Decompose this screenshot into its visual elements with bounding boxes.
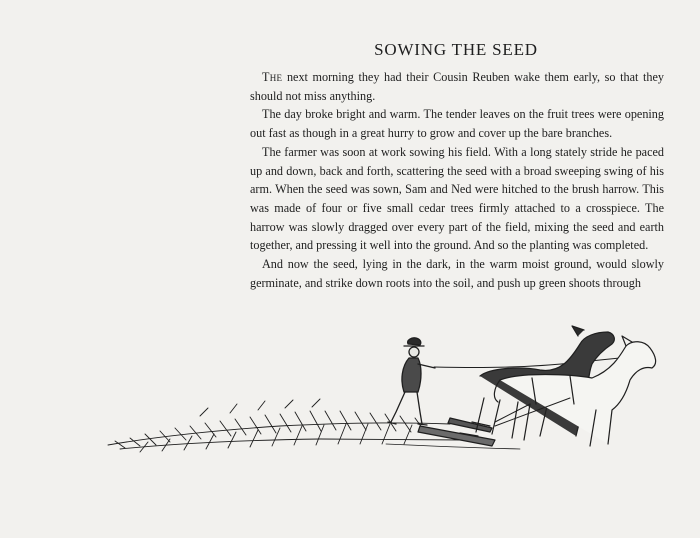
reins bbox=[434, 356, 640, 367]
brush-harrow bbox=[108, 399, 465, 452]
paragraph-1-text: next morning they had their Cousin Reuben wake them early, so that they should not miss anything. bbox=[250, 70, 664, 103]
paragraph-3 bbox=[250, 143, 664, 255]
paragraph-2-text: The day broke bright and warm. The tender leaves on the fruit trees were opening out fast as though in a great hurry to grow and cover up the bare branches. bbox=[250, 107, 664, 141]
harrow-crosspiece bbox=[418, 418, 495, 446]
farmer-harrow-illustration bbox=[100, 318, 670, 488]
paragraph-2 bbox=[250, 105, 664, 142]
farmer-figure bbox=[388, 338, 435, 425]
paragraph-4-text: And now the seed, lying in the dark, in the warm moist ground, would slowly germinate, and strike down roots into the soil, and push up green shoots through bbox=[250, 257, 664, 290]
paragraph-lead-word: The bbox=[262, 70, 283, 84]
page-title: SOWING THE SEED bbox=[374, 40, 538, 59]
body-text bbox=[250, 68, 664, 292]
paragraph-4 bbox=[250, 255, 664, 292]
paragraph-3-text: The farmer was soon at work sowing his field. With a long stately stride he paced up and down, back and forth, scattering the seed with a broad sweeping swing of his arm. When the seed was sown, Sam and Ned were hitched to the brush harrow. This was made of four or five small cedar trees firmly attached to a crosspiece. The harrow was slowly dragged over every part of the field, mixing the seed and earth together, and pressing it well into the ground. And so the planting was completed. bbox=[250, 144, 664, 253]
ground-line bbox=[386, 444, 520, 449]
paragraph-1 bbox=[250, 68, 664, 105]
